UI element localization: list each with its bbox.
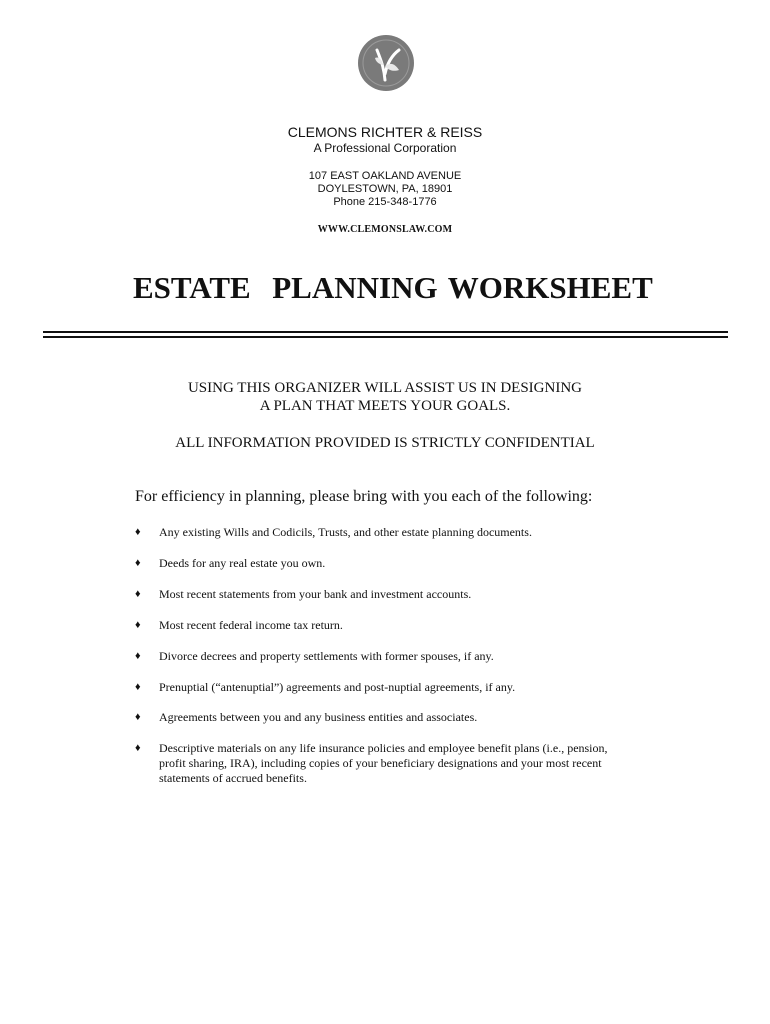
diamond-bullet-icon: ♦ bbox=[135, 681, 141, 693]
firm-name: CLEMONS RICHTER & REISS bbox=[287, 124, 483, 140]
list-item-text: Any existing Wills and Codicils, Trusts, and other estate planning documents. bbox=[159, 525, 532, 539]
title-divider-top bbox=[43, 331, 728, 333]
diamond-bullet-icon: ♦ bbox=[135, 742, 141, 754]
list-item-text: Deeds for any real estate you own. bbox=[159, 556, 326, 570]
diamond-bullet-icon: ♦ bbox=[135, 526, 141, 538]
confidentiality-notice: ALL INFORMATION PROVIDED IS STRICTLY CONFIDENTIAL bbox=[175, 435, 595, 451]
list-item-text: Most recent statements from your bank and investment accounts. bbox=[159, 587, 472, 601]
diamond-bullet-icon: ♦ bbox=[135, 588, 141, 600]
firm-type: A Professional Corporation bbox=[313, 141, 457, 155]
leaf-monogram-icon bbox=[357, 34, 415, 92]
address-line-2: DOYLESTOWN, PA, 18901 bbox=[317, 183, 453, 195]
intro-line-1: USING THIS ORGANIZER WILL ASSIST US IN DESIGNING bbox=[187, 380, 583, 396]
diamond-bullet-icon: ♦ bbox=[135, 557, 141, 569]
list-item-text: Descriptive materials on any life insurance policies and employee benefit plans (i.e., pension, profit sharing, IRA), including copies of your beneficiary designations and your most recent statements of accrued benefits. bbox=[159, 741, 608, 785]
list-item-text: Agreements between you and any business entities and associates. bbox=[159, 710, 478, 724]
page-title: ESTATE PLANNING WORKSHEET bbox=[133, 270, 653, 305]
diamond-bullet-icon: ♦ bbox=[135, 711, 141, 723]
address-line-1: 107 EAST OAKLAND AVENUE bbox=[308, 170, 462, 182]
list-item-text: Prenuptial (“antenuptial”) agreements and post-nuptial agreements, if any. bbox=[159, 680, 516, 694]
list-item-text: Divorce decrees and property settlements with former spouses, if any. bbox=[159, 649, 494, 663]
website-link[interactable]: WWW.CLEMONSLAW.COM bbox=[317, 224, 453, 235]
diamond-bullet-icon: ♦ bbox=[135, 650, 141, 662]
intro-line-2: A PLAN THAT MEETS YOUR GOALS. bbox=[259, 398, 511, 414]
title-divider-bottom bbox=[43, 336, 728, 338]
phone-number: Phone 215-348-1776 bbox=[333, 196, 437, 208]
checklist-lead: For efficiency in planning, please bring with you each of the following: bbox=[135, 488, 593, 505]
firm-logo bbox=[357, 34, 415, 92]
list-item-text: Most recent federal income tax return. bbox=[159, 618, 343, 632]
diamond-bullet-icon: ♦ bbox=[135, 619, 141, 631]
